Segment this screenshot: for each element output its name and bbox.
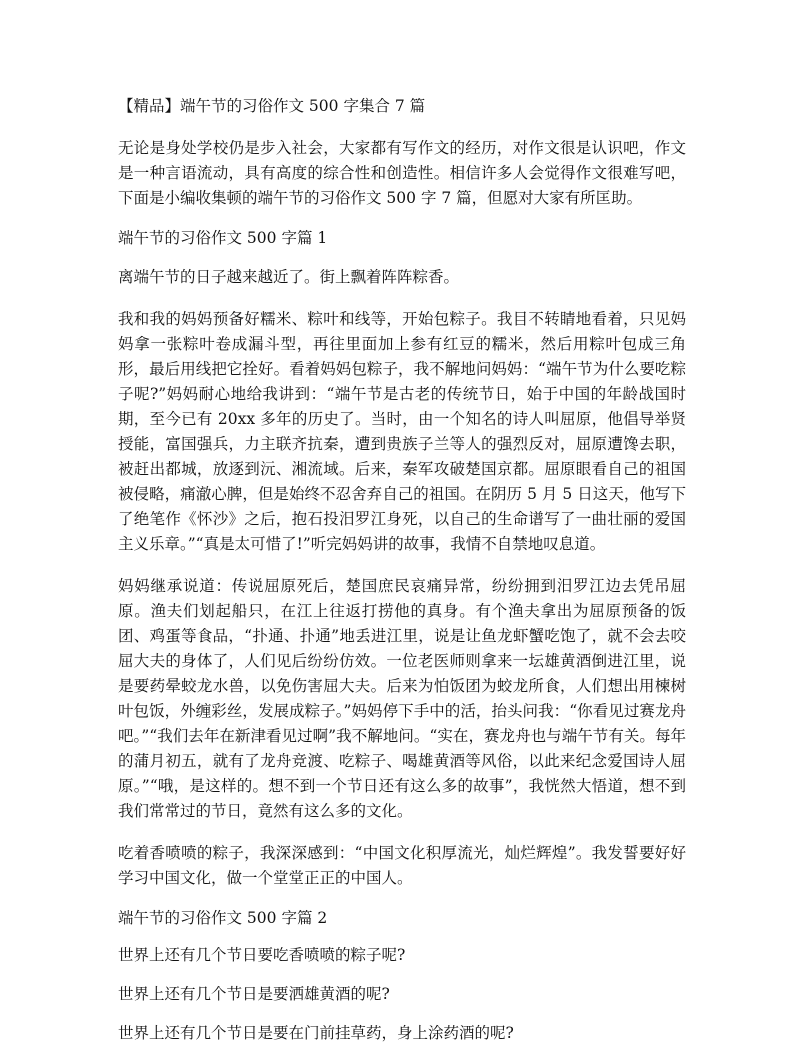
section-2-paragraph-1: 世界上还有几个节日要吃香喷喷的粽子呢? <box>118 946 406 964</box>
document-title: 【精品】端午节的习俗作文 500 字集合 7 篇 <box>118 97 426 115</box>
section-1-paragraph-1: 离端午节的日子越来越近了。街上飘着阵阵粽香。 <box>118 268 460 286</box>
section-1-paragraph-4: 吃着香喷喷的粽子，我深深感到：“中国文化积厚流光，灿烂辉煌”。我发誓要好好学习中国文化，做一个堂堂正正的中国人。 <box>118 844 686 887</box>
section-heading-1: 端午节的习俗作文 500 字篇 1 <box>118 229 328 247</box>
section-2-paragraph-2: 世界上还有几个节日是要洒雄黄酒的呢? <box>118 985 390 1003</box>
section-heading-2: 端午节的习俗作文 500 字篇 2 <box>118 909 328 927</box>
section-1-paragraph-2: 我和我的妈妈预备好糯米、粽叶和线等，开始包粽子。我目不转睛地看着，只见妈妈拿一张粽叶卷成漏斗型，再往里面加上参有红豆的糯米，然后用粽叶包成三角形，最后用线把它拴好。看着妈妈包粽子，我不解地问妈妈：“端午节为什么要吃粽子呢?”妈妈耐心地给我讲到：“端午节是古老的传统节日，始于中国的年龄战国时期，至今已有 20xx 多年的历史了。当时，由一个知名的诗人叫屈原，他倡导举贤授能，富国强兵，力主联齐抗秦，遭到贵族子兰等人的强烈反对，屈原遭馋去职，被赶出都城，放逐到沅、湘流域。后来，秦军攻破楚国京都。屈原眼看自己的祖国被侵略，痛澈心脾，但是始终不忍舍弃自己的祖国。在阴历 5 月 5 日这天，他写下了绝笔作《怀沙》之后，抱石投汨罗江身死，以自己的生命谱写了一曲壮丽的爱国主义乐章。”“真是太可惜了!”听完妈妈讲的故事，我情不自禁地叹息道。 <box>118 310 686 553</box>
intro-paragraph: 无论是身处学校仍是步入社会，大家都有写作文的经历，对作文很是认识吧，作文是一种言语流动，具有高度的综合性和创造性。相信许多人会觉得作文很难写吧，下面是小编收集顿的端午节的习俗作文 500 字 7 篇，但愿对大家有所匡助。 <box>118 139 686 207</box>
section-1-paragraph-3: 妈妈继承说道：传说屈原死后，楚国庶民哀痛异常，纷纷拥到汨罗江边去凭吊屈原。渔夫们划起船只，在江上往返打捞他的真身。有个渔夫拿出为屈原预备的饭团、鸡蛋等食品，“扑通、扑通”地丢进江里，说是让鱼龙虾蟹吃饱了，就不会去咬屈大夫的身体了，人们见后纷纷仿效。一位老医师则拿来一坛雄黄酒倒进江里，说是要药晕蛟龙水兽，以免伤害屈大夫。后来为怕饭团为蛟龙所食，人们想出用楝树叶包饭，外缠彩丝，发展成粽子。”妈妈停下手中的活，抬头问我：“你看见过赛龙舟吧。”“我们去年在新津看见过啊”我不解地问。“实在，赛龙舟也与端午节有关。每年的蒲月初五，就有了龙舟竞渡、吃粽子、喝雄黄酒等风俗，以此来纪念爱国诗人屈原。”“哦，是这样的。想不到一个节日还有这么多的故事”，我恍然大悟道，想不到我们常常过的节日，竟然有这么多的文化。 <box>118 577 686 820</box>
document-page <box>118 96 686 1062</box>
section-2-paragraph-3: 世界上还有几个节日是要在门前挂草药，身上涂药酒的呢? <box>118 1024 514 1042</box>
